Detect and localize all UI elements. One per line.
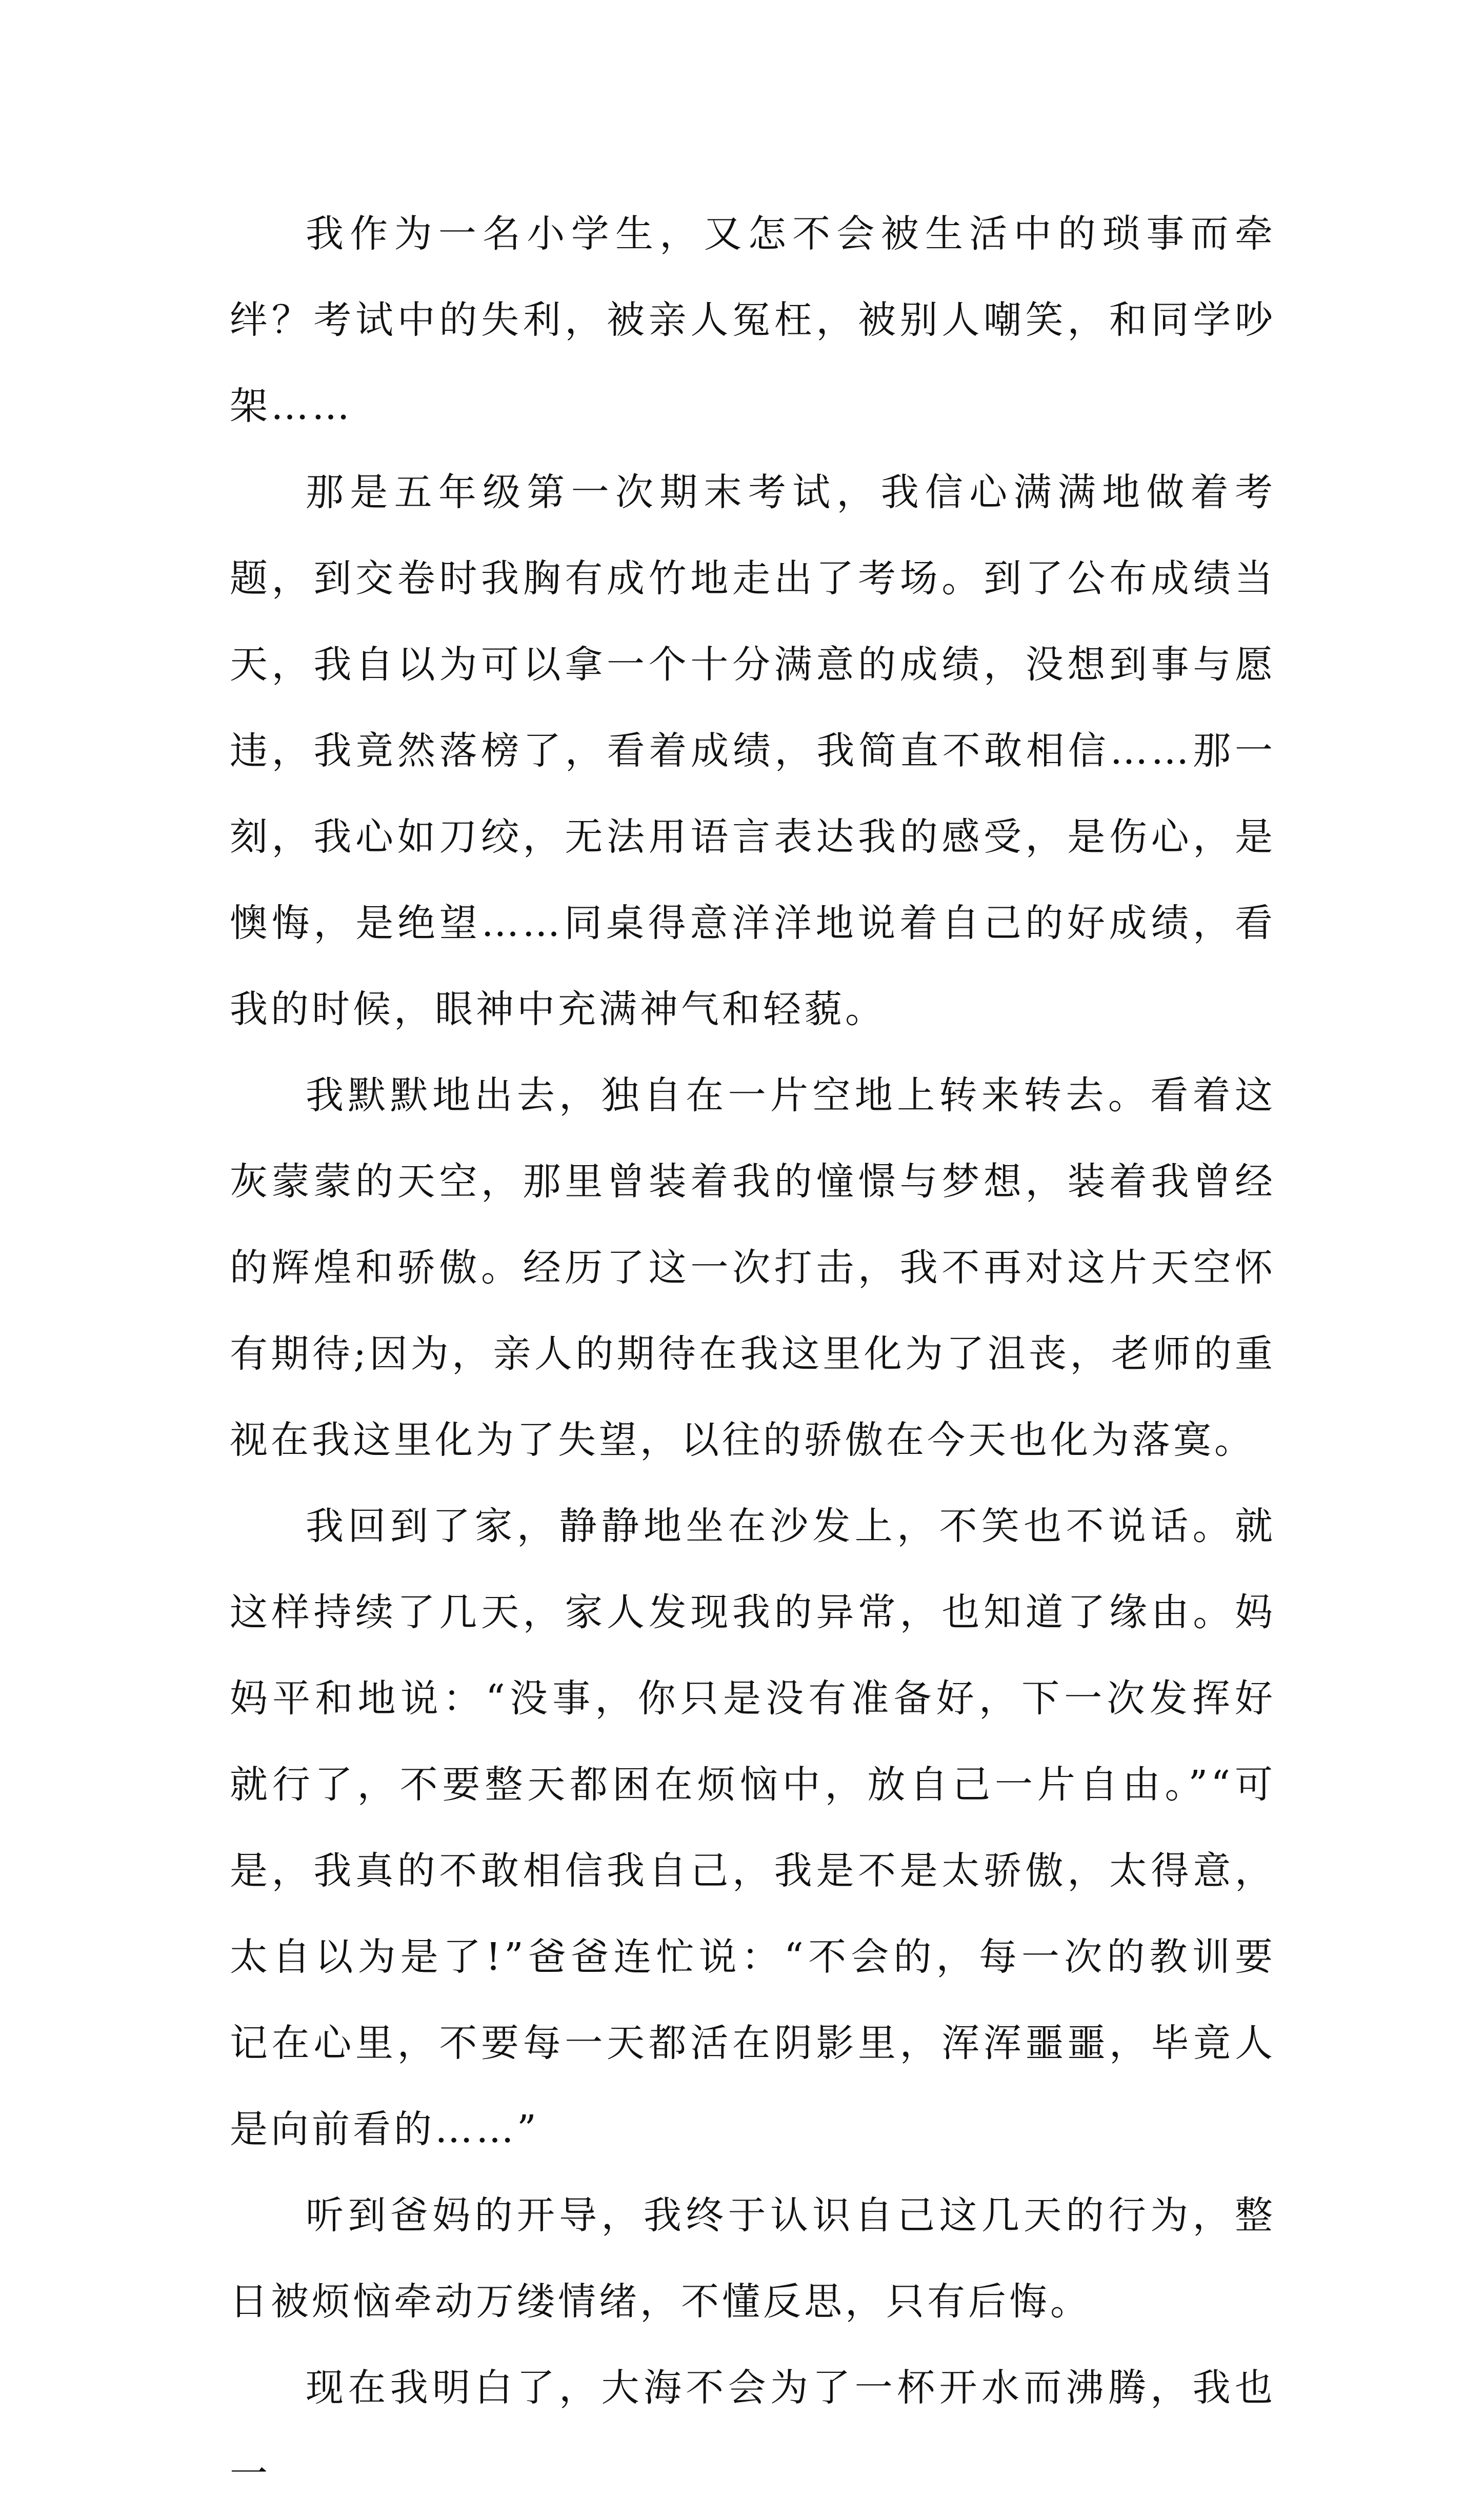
paragraph: 我默默地出去，独自在一片空地上转来转去。看着这灰蒙蒙的天空，那里曾装着我的憧憬与梦想，装着我曾经的辉煌和骄傲。经历了这一次打击，我不再对这片天空怀有期待;因为，亲人的期待在我这里化为了沮丧，老师的重视在我这里化为了失望，以往的骄傲在今天也化为落寞。 bbox=[230, 1073, 1276, 1462]
paragraph: 现在我明白了，大海不会为了一杯开水而沸腾，我也一 bbox=[230, 2366, 1276, 2496]
essay-body bbox=[230, 191, 1276, 2517]
paragraph: 听到爸妈的开导，我终于认识自己这几天的行为，整日被烦恼牵动万缕情绪，不懂反思，只有后悔。 bbox=[230, 2193, 1276, 2324]
paragraph: 我作为一名小学生，又怎不会被生活中的琐事而牵绊？考试中的失利，被亲人冤枉，被别人嘲笑，和同学吵架…… bbox=[230, 212, 1276, 428]
paragraph: 我回到了家，静静地坐在沙发上，不笑也不说话。就这样持续了几天，家人发现我的异常，也知道了缘由。妈妈平和地说：“没事，你只是没有准备好，下一次发挥好就行了，不要整天都困在烦恼中，放自己一片自由。”“可是，我真的不敢相信我自己，我是不是太骄傲，太得意，太自以为是了!”爸爸连忙说：“不会的，每一次的教训要记在心里，不要每一天都活在阴影里，浑浑噩噩，毕竟人是向前看的……” bbox=[230, 1504, 1276, 2151]
paragraph: 那是五年级第一次期末考试，我信心满满地做着考题，到交卷时我胸有成竹地走出了考场。到了公布成绩当天，我自以为可以拿一个十分满意的成绩，没想到事与愿违，我竟然落榜了，看着成绩，我简直不敢相信……那一刻，我心如刀绞，无法用语言表达我的感受，是伤心，是懊悔，是绝望……同桌得意洋洋地说着自己的好成绩，看我的时候，眼神中充满神气和轻藐。 bbox=[230, 470, 1276, 1031]
